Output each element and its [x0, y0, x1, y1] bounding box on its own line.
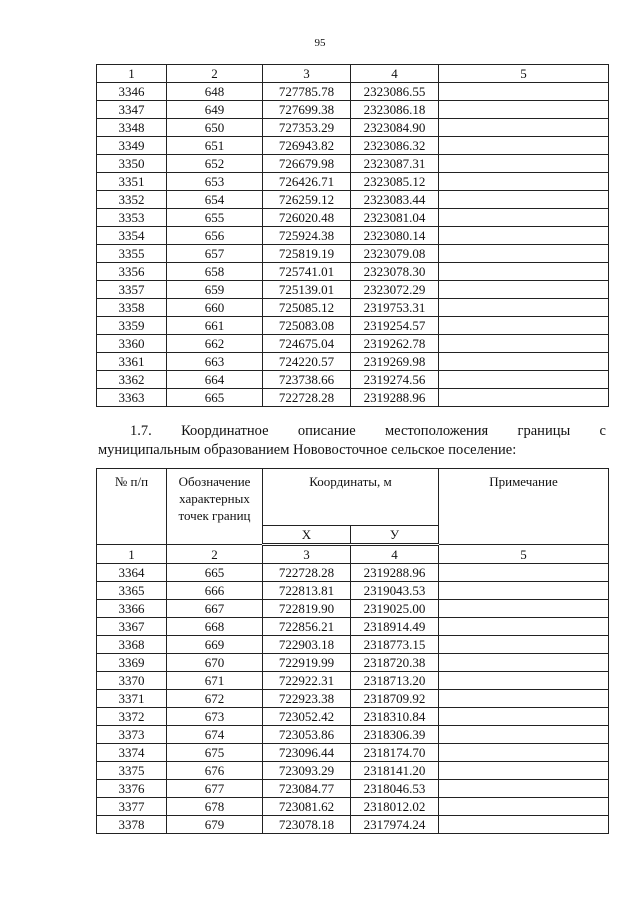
- table-row: [97, 227, 609, 245]
- table-cell: 3378: [97, 816, 167, 834]
- table-cell: 3356: [97, 263, 167, 281]
- header-number: № п/п: [97, 469, 167, 545]
- table-cell: 2319043.53: [351, 582, 439, 600]
- table-cell: 3365: [97, 582, 167, 600]
- table-cell: 724220.57: [263, 353, 351, 371]
- table-cell: 2323086.32: [351, 137, 439, 155]
- table-cell: 648: [167, 83, 263, 101]
- table-cell: [439, 263, 609, 281]
- table-cell: [439, 191, 609, 209]
- table-row: [97, 600, 609, 618]
- table-cell: 722856.21: [263, 618, 351, 636]
- table-cell: [439, 744, 609, 762]
- table-cell: 657: [167, 245, 263, 263]
- table-cell: 653: [167, 173, 263, 191]
- table-cell: [439, 708, 609, 726]
- table-cell: [439, 209, 609, 227]
- table-cell: 3348: [97, 119, 167, 137]
- table-cell: 651: [167, 137, 263, 155]
- table-cell: 725085.12: [263, 299, 351, 317]
- table-cell: [439, 600, 609, 618]
- table-cell: 3359: [97, 317, 167, 335]
- table-row: [97, 263, 609, 281]
- table-row: [97, 618, 609, 636]
- table-cell: [439, 618, 609, 636]
- table-cell: 3369: [97, 654, 167, 672]
- table-cell: 726259.12: [263, 191, 351, 209]
- table-cell: 3363: [97, 389, 167, 407]
- table-cell: [439, 101, 609, 119]
- table-cell: 3362: [97, 371, 167, 389]
- table-row: [97, 317, 609, 335]
- table-row: [97, 155, 609, 173]
- table-cell: 666: [167, 582, 263, 600]
- section-heading-line-2: муниципальным образованием Нововосточное сельское поселение:: [98, 442, 517, 458]
- table-cell: [439, 762, 609, 780]
- table-cell: 3367: [97, 618, 167, 636]
- table-cell: [439, 119, 609, 137]
- table-cell: 649: [167, 101, 263, 119]
- table-cell: 726943.82: [263, 137, 351, 155]
- table-cell: 2318720.38: [351, 654, 439, 672]
- table-cell: 669: [167, 636, 263, 654]
- table-cell: 2318914.49: [351, 618, 439, 636]
- table-cell: 3351: [97, 173, 167, 191]
- table-cell: 2318709.92: [351, 690, 439, 708]
- table-cell: 3353: [97, 209, 167, 227]
- table-cell: 3377: [97, 798, 167, 816]
- table-cell: [439, 371, 609, 389]
- heading-word: с: [599, 423, 606, 439]
- table-cell: [439, 672, 609, 690]
- table-cell: 3354: [97, 227, 167, 245]
- table-cell: 722919.99: [263, 654, 351, 672]
- table-cell: [439, 155, 609, 173]
- table-body: [97, 564, 609, 834]
- heading-word: местоположения: [385, 423, 489, 439]
- table-cell: 2319288.96: [351, 389, 439, 407]
- table-cell: 2318713.20: [351, 672, 439, 690]
- table-cell: 2323079.08: [351, 245, 439, 263]
- table-cell: [439, 173, 609, 191]
- table-cell: 665: [167, 389, 263, 407]
- table-cell: 3349: [97, 137, 167, 155]
- table-cell: 652: [167, 155, 263, 173]
- table-cell: 3374: [97, 744, 167, 762]
- table-cell: 2323087.31: [351, 155, 439, 173]
- table-row: [97, 191, 609, 209]
- table-cell: 726426.71: [263, 173, 351, 191]
- table-cell: 660: [167, 299, 263, 317]
- table-cell: [439, 299, 609, 317]
- coordinates-table-continued: [96, 64, 609, 407]
- table-cell: 665: [167, 564, 263, 582]
- table-cell: [439, 798, 609, 816]
- table-row: [97, 726, 609, 744]
- table-cell: 722819.90: [263, 600, 351, 618]
- column-number: 4: [351, 65, 439, 83]
- table-row: [97, 281, 609, 299]
- table-cell: [439, 335, 609, 353]
- table-cell: 2323085.12: [351, 173, 439, 191]
- table-cell: 723096.44: [263, 744, 351, 762]
- table-cell: 667: [167, 600, 263, 618]
- heading-word: границы: [517, 423, 571, 439]
- table-cell: 664: [167, 371, 263, 389]
- table-cell: 727785.78: [263, 83, 351, 101]
- table-cell: [439, 389, 609, 407]
- table-cell: [439, 227, 609, 245]
- table-cell: 723084.77: [263, 780, 351, 798]
- table-cell: 2318310.84: [351, 708, 439, 726]
- table-cell: 2323083.44: [351, 191, 439, 209]
- table-cell: 727699.38: [263, 101, 351, 119]
- table-cell: 2319262.78: [351, 335, 439, 353]
- column-number: 1: [97, 545, 167, 564]
- table-cell: 670: [167, 654, 263, 672]
- table-cell: 674: [167, 726, 263, 744]
- table-cell: 3366: [97, 600, 167, 618]
- table-row: [97, 654, 609, 672]
- table-cell: 2323086.18: [351, 101, 439, 119]
- table-cell: 3375: [97, 762, 167, 780]
- coordinates-table: [96, 468, 609, 834]
- table-cell: [439, 245, 609, 263]
- table-cell: 659: [167, 281, 263, 299]
- table-cell: 723081.62: [263, 798, 351, 816]
- table-cell: 678: [167, 798, 263, 816]
- table-cell: [439, 564, 609, 582]
- table-cell: [439, 582, 609, 600]
- table-cell: 2323086.55: [351, 83, 439, 101]
- table-row: [97, 101, 609, 119]
- heading-word: Координатное: [181, 423, 269, 439]
- table-cell: 2323072.29: [351, 281, 439, 299]
- table-cell: 2323078.30: [351, 263, 439, 281]
- table-cell: 2319274.56: [351, 371, 439, 389]
- table-cell: [439, 281, 609, 299]
- table-cell: 3372: [97, 708, 167, 726]
- table-row: [97, 119, 609, 137]
- table-cell: 722728.28: [263, 564, 351, 582]
- table-cell: 722903.18: [263, 636, 351, 654]
- table-cell: 671: [167, 672, 263, 690]
- column-number: 5: [439, 545, 609, 564]
- table-row: [97, 245, 609, 263]
- table-cell: [439, 317, 609, 335]
- table-cell: 3355: [97, 245, 167, 263]
- table-cell: 2318174.70: [351, 744, 439, 762]
- section-heading-line-1: [98, 422, 606, 441]
- page-number: 95: [314, 37, 326, 49]
- table-cell: 3350: [97, 155, 167, 173]
- table-cell: 654: [167, 191, 263, 209]
- table-cell: 2318141.20: [351, 762, 439, 780]
- table-cell: 2318773.15: [351, 636, 439, 654]
- table-cell: [439, 353, 609, 371]
- table-cell: 2319025.00: [351, 600, 439, 618]
- table-cell: 2319288.96: [351, 564, 439, 582]
- header-note: Примечание: [439, 469, 609, 545]
- table-row: [97, 672, 609, 690]
- table-cell: 725819.19: [263, 245, 351, 263]
- table-cell: 3361: [97, 353, 167, 371]
- column-number: 2: [167, 65, 263, 83]
- table-cell: 724675.04: [263, 335, 351, 353]
- table-cell: 3370: [97, 672, 167, 690]
- table-cell: 3376: [97, 780, 167, 798]
- table-cell: 2318046.53: [351, 780, 439, 798]
- table-body: [97, 83, 609, 407]
- table-cell: 2317974.24: [351, 816, 439, 834]
- table-cell: 2319753.31: [351, 299, 439, 317]
- table-row: [97, 798, 609, 816]
- table-cell: 673: [167, 708, 263, 726]
- table-cell: 723053.86: [263, 726, 351, 744]
- table-cell: 663: [167, 353, 263, 371]
- table-cell: 2319254.57: [351, 317, 439, 335]
- table-row: [97, 353, 609, 371]
- heading-word: описание: [297, 423, 356, 439]
- table-cell: 3347: [97, 101, 167, 119]
- table-cell: 725083.08: [263, 317, 351, 335]
- column-number: 5: [439, 65, 609, 83]
- header-y: У: [351, 526, 439, 545]
- table-cell: 656: [167, 227, 263, 245]
- table-row: [97, 708, 609, 726]
- table-cell: 650: [167, 119, 263, 137]
- column-number: 1: [97, 65, 167, 83]
- table-cell: 3364: [97, 564, 167, 582]
- table-row: [97, 564, 609, 582]
- column-number: 4: [351, 545, 439, 564]
- table-cell: 2323084.90: [351, 119, 439, 137]
- table-cell: 675: [167, 744, 263, 762]
- table-cell: 722813.81: [263, 582, 351, 600]
- table-cell: 2323081.04: [351, 209, 439, 227]
- table-cell: 723738.66: [263, 371, 351, 389]
- table-cell: 679: [167, 816, 263, 834]
- table-cell: 3373: [97, 726, 167, 744]
- table-row: [97, 173, 609, 191]
- table-cell: 3360: [97, 335, 167, 353]
- table-cell: [439, 654, 609, 672]
- table-cell: 725139.01: [263, 281, 351, 299]
- header-coordinates: Координаты, м: [263, 469, 439, 526]
- table-cell: 723052.42: [263, 708, 351, 726]
- table-cell: 655: [167, 209, 263, 227]
- table-cell: 723093.29: [263, 762, 351, 780]
- table-cell: 3358: [97, 299, 167, 317]
- table-cell: 722728.28: [263, 389, 351, 407]
- table-row: [97, 83, 609, 101]
- table-cell: 2318306.39: [351, 726, 439, 744]
- table-cell: 723078.18: [263, 816, 351, 834]
- table-cell: 2323080.14: [351, 227, 439, 245]
- table-cell: 722922.31: [263, 672, 351, 690]
- table-cell: 661: [167, 317, 263, 335]
- table-cell: 3357: [97, 281, 167, 299]
- table-cell: 722923.38: [263, 690, 351, 708]
- table-cell: [439, 636, 609, 654]
- table-cell: 672: [167, 690, 263, 708]
- table-cell: 725924.38: [263, 227, 351, 245]
- column-number: 3: [263, 545, 351, 564]
- table-cell: 726679.98: [263, 155, 351, 173]
- table-row: [97, 371, 609, 389]
- table-cell: 2318012.02: [351, 798, 439, 816]
- table-cell: 676: [167, 762, 263, 780]
- table-row: [97, 816, 609, 834]
- table-row: [97, 209, 609, 227]
- table-row: [97, 299, 609, 317]
- table-cell: [439, 137, 609, 155]
- table-row: [97, 762, 609, 780]
- table-cell: [439, 690, 609, 708]
- column-number: 3: [263, 65, 351, 83]
- section-heading: [98, 422, 606, 460]
- table-row: [97, 335, 609, 353]
- table-cell: 3368: [97, 636, 167, 654]
- table-row: [97, 690, 609, 708]
- table-cell: 727353.29: [263, 119, 351, 137]
- header-designation: Обозначение характерных точек границ: [167, 469, 263, 545]
- table-cell: [439, 726, 609, 744]
- table-cell: [439, 780, 609, 798]
- table-cell: 2319269.98: [351, 353, 439, 371]
- column-numbers-row: [97, 545, 609, 564]
- table-cell: 677: [167, 780, 263, 798]
- table-header-row: [97, 469, 609, 526]
- table-cell: 725741.01: [263, 263, 351, 281]
- table-cell: [439, 816, 609, 834]
- heading-word: 1.7.: [130, 423, 152, 439]
- table-row: [97, 744, 609, 762]
- table-row: [97, 582, 609, 600]
- table-cell: 3346: [97, 83, 167, 101]
- column-numbers-row: [97, 65, 609, 83]
- table-row: [97, 137, 609, 155]
- table-cell: [439, 83, 609, 101]
- column-number: 2: [167, 545, 263, 564]
- header-x: Х: [263, 526, 351, 545]
- table-cell: 726020.48: [263, 209, 351, 227]
- table-row: [97, 780, 609, 798]
- table-cell: 662: [167, 335, 263, 353]
- table-row: [97, 389, 609, 407]
- table-cell: 3352: [97, 191, 167, 209]
- table-cell: 3371: [97, 690, 167, 708]
- table-row: [97, 636, 609, 654]
- table-cell: 668: [167, 618, 263, 636]
- table-cell: 658: [167, 263, 263, 281]
